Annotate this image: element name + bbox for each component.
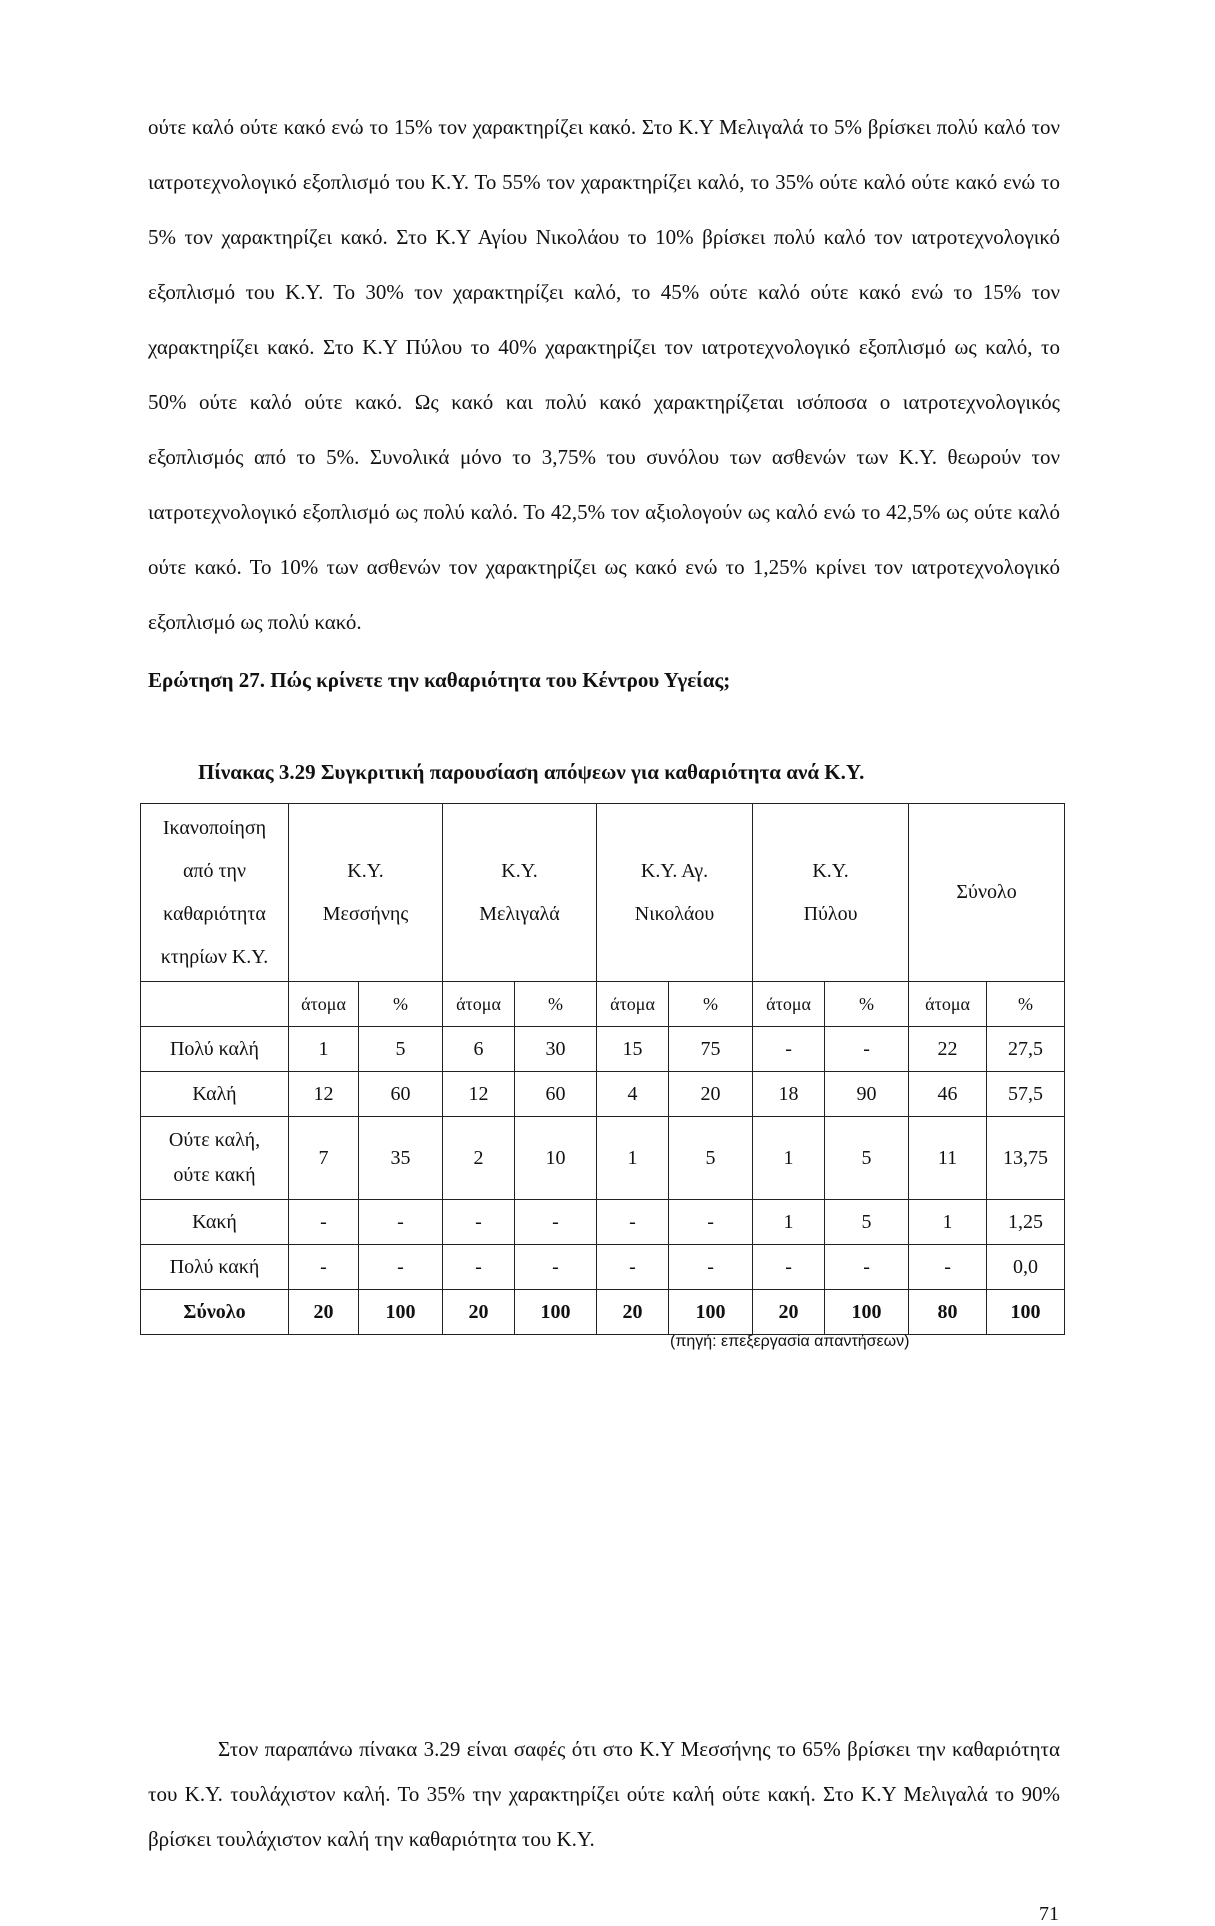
row-label: Καλή — [141, 1072, 289, 1117]
site-line: Μελιγαλά — [479, 902, 560, 925]
subheader-cell: % — [515, 982, 597, 1027]
table-cell: 90 — [825, 1072, 909, 1117]
total-cell: 100 — [515, 1290, 597, 1335]
table-row — [141, 1200, 1065, 1245]
table-row — [141, 1117, 1065, 1200]
subheader-cell: % — [825, 982, 909, 1027]
corner-line: Ικανοποίηση — [162, 816, 267, 839]
table-cell: 0,0 — [987, 1245, 1065, 1290]
site-line: Σύνολο — [956, 881, 1017, 903]
table-cell: 4 — [597, 1072, 669, 1117]
total-row — [141, 1290, 1065, 1335]
table-cell: 57,5 — [987, 1072, 1065, 1117]
corner-line: κτηρίων Κ.Υ. — [160, 945, 269, 968]
site-line: Πύλου — [803, 902, 858, 925]
table-cell: 35 — [359, 1117, 443, 1200]
site-line: Νικολάου — [634, 902, 715, 925]
total-cell: 20 — [289, 1290, 359, 1335]
table-cell: 10 — [515, 1117, 597, 1200]
table-row — [141, 1027, 1065, 1072]
body-paragraph-bottom: Στον παραπάνω πίνακα 3.29 είναι σαφές ότι στο Κ.Υ Μεσσήνης το 65% βρίσκει την καθαριότητα του Κ.Υ. τουλάχιστον καλή. Το 35% την χαρακτηρίζει ούτε καλή ούτε κακή. Στο Κ.Υ Μελιγαλά το 90% βρίσκει τουλάχιστον καλή την καθαριότητα του Κ.Υ. — [148, 1737, 1060, 1851]
row-label-line: Ούτε καλή, — [168, 1129, 261, 1151]
total-cell: 100 — [359, 1290, 443, 1335]
table-cell: 20 — [669, 1072, 753, 1117]
page-number: 71 — [1039, 1903, 1059, 1925]
table-cell: 11 — [909, 1117, 987, 1200]
subheader-row — [141, 982, 1065, 1027]
row-label: Πολύ κακή — [141, 1245, 289, 1290]
table-cell: 5 — [359, 1027, 443, 1072]
table-cell: 27,5 — [987, 1027, 1065, 1072]
total-cell: 100 — [825, 1290, 909, 1335]
table-cell: 1 — [753, 1200, 825, 1245]
table-cell: - — [753, 1027, 825, 1072]
subheader-cell: % — [359, 982, 443, 1027]
table-cell: 22 — [909, 1027, 987, 1072]
table-cell: - — [359, 1245, 443, 1290]
table-cell: 1 — [909, 1200, 987, 1245]
table-caption: Πίνακας 3.29 Συγκριτική παρουσίαση απόψεων για καθαριότητα ανά Κ.Υ. — [198, 760, 865, 784]
site-header-messini — [289, 804, 443, 982]
table-cell: 13,75 — [987, 1117, 1065, 1200]
subheader-cell: άτομα — [753, 982, 825, 1027]
table-cell: - — [597, 1245, 669, 1290]
table-cell: 2 — [443, 1117, 515, 1200]
subheader-cell: % — [987, 982, 1065, 1027]
table-row — [141, 1245, 1065, 1290]
table-cell: - — [289, 1245, 359, 1290]
row-label: Πολύ καλή — [141, 1027, 289, 1072]
subheader-empty — [141, 982, 289, 1027]
table-cell: - — [515, 1200, 597, 1245]
row-label — [141, 1117, 289, 1200]
site-line: Κ.Υ. — [347, 859, 384, 882]
table-cell: 1 — [289, 1027, 359, 1072]
site-header-pylos — [753, 804, 909, 982]
table-cell: 6 — [443, 1027, 515, 1072]
table-cell: - — [669, 1245, 753, 1290]
question-heading: Ερώτηση 27. Πώς κρίνετε την καθαριότητα του Κέντρου Υγείας; — [148, 668, 731, 692]
table-cell: 1 — [753, 1117, 825, 1200]
table-cell: 60 — [359, 1072, 443, 1117]
table-cell: - — [669, 1200, 753, 1245]
total-cell: 20 — [443, 1290, 515, 1335]
table-cell: - — [597, 1200, 669, 1245]
table-cell: - — [443, 1245, 515, 1290]
site-line: Μεσσήνης — [322, 902, 409, 925]
row-label: Κακή — [141, 1200, 289, 1245]
table-cell: 12 — [443, 1072, 515, 1117]
total-cell: 20 — [597, 1290, 669, 1335]
table-cell: - — [909, 1245, 987, 1290]
table-cell: - — [359, 1200, 443, 1245]
table-cell: 18 — [753, 1072, 825, 1117]
site-header-row — [141, 804, 1065, 982]
site-header-meligala — [443, 804, 597, 982]
total-cell: 80 — [909, 1290, 987, 1335]
site-line: Κ.Υ. — [501, 859, 538, 882]
table-cell: 60 — [515, 1072, 597, 1117]
table-cell: - — [753, 1245, 825, 1290]
total-cell: 20 — [753, 1290, 825, 1335]
site-line: Κ.Υ. Αγ. — [640, 859, 709, 882]
site-header-agios-nikolaos — [597, 804, 753, 982]
subheader-cell: άτομα — [909, 982, 987, 1027]
site-line: Κ.Υ. — [812, 859, 849, 882]
corner-line: καθαριότητα — [163, 902, 266, 925]
total-cell: 100 — [987, 1290, 1065, 1335]
body-paragraph-top: ούτε καλό ούτε κακό ενώ το 15% τον χαρακτηρίζει κακό. Στο Κ.Υ Μελιγαλά το 5% βρίσκει πολύ καλό τον ιατροτεχνολογικό εξοπλισμό του Κ.Υ. Το 55% τον χαρακτηρίζει καλό, το 35% ούτε καλό ούτε κακό ενώ το 5% τον χαρακτηρίζει κακό. Στο Κ.Υ Αγίου Νικολάου το 10% βρίσκει πολύ καλό τον ιατροτεχνολογικό εξοπλισμό του Κ.Υ. Το 30% τον χαρακτηρίζει καλό, το 45% ούτε καλό ούτε κακό ενώ το 15% τον χαρακτηρίζει κακό. Στο Κ.Υ Πύλου το 40% χαρακτηρίζει τον ιατροτεχνολογικό εξοπλισμό ως καλό, το 50% ούτε καλό ούτε κακό. Ως κακό και πολύ κακό χαρακτηρίζεται ισόποσα ο ιατροτεχνολογικός εξοπλισμός από το 5%. Συνολικά μόνο το 3,75% του συνόλου των ασθενών των Κ.Υ. θεωρούν τον ιατροτεχνολογικό εξοπλισμό ως πολύ καλό. Το 42,5% τον αξιολογούν ως καλό ενώ το 42,5% ως ούτε καλό ούτε κακό. Το 10% των ασθενών τον χαρακτηρίζει ως κακό ενώ το 1,25% κρίνει τον ιατροτεχνολογικό εξοπλισμό ως πολύ κακό. — [148, 115, 1060, 634]
table-cell: 30 — [515, 1027, 597, 1072]
table-cell: 1 — [597, 1117, 669, 1200]
satisfaction-table — [140, 803, 1065, 1335]
corner-line: από την — [182, 859, 247, 882]
table-cell: - — [515, 1245, 597, 1290]
table-cell: - — [289, 1200, 359, 1245]
table-cell: 5 — [669, 1117, 753, 1200]
subheader-cell: άτομα — [597, 982, 669, 1027]
table-cell: 1,25 — [987, 1200, 1065, 1245]
table-cell: 5 — [825, 1117, 909, 1200]
subheader-cell: % — [669, 982, 753, 1027]
table-cell: 7 — [289, 1117, 359, 1200]
site-header-total — [909, 804, 1065, 982]
table-cell: 46 — [909, 1072, 987, 1117]
table-cell: - — [443, 1200, 515, 1245]
subheader-cell: άτομα — [289, 982, 359, 1027]
subheader-cell: άτομα — [443, 982, 515, 1027]
total-cell: 100 — [669, 1290, 753, 1335]
table-cell: 5 — [825, 1200, 909, 1245]
table-cell: - — [825, 1245, 909, 1290]
total-label: Σύνολο — [141, 1290, 289, 1335]
table-cell: 12 — [289, 1072, 359, 1117]
corner-header — [141, 804, 289, 982]
table-row — [141, 1072, 1065, 1117]
table-cell: 75 — [669, 1027, 753, 1072]
row-label-line: ούτε κακή — [173, 1164, 256, 1186]
table-cell: - — [825, 1027, 909, 1072]
source-note: (πηγή: επεξεργασία απαντήσεων) — [670, 1333, 910, 1350]
table-cell: 15 — [597, 1027, 669, 1072]
